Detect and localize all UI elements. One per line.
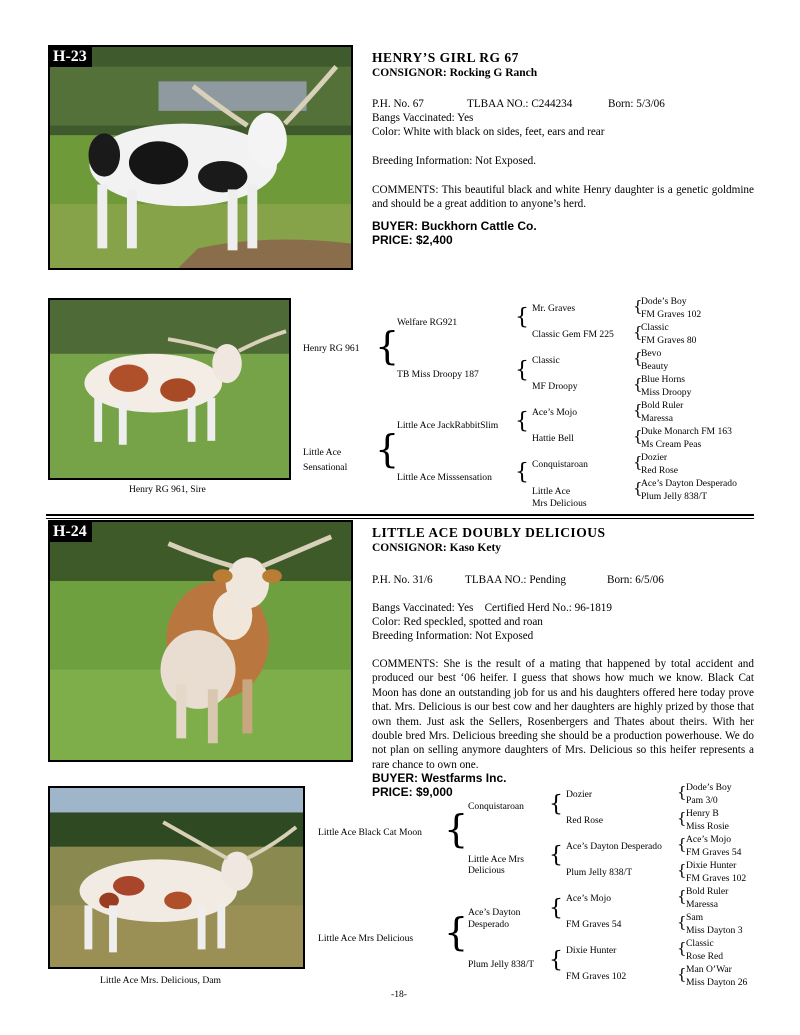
- pedigree-dam: Little Ace Mrs Delicious: [318, 933, 414, 944]
- pedigree-g4: FM Graves 102: [686, 873, 747, 884]
- brace: {: [633, 401, 643, 419]
- pedigree-g4: Ms Cream Peas: [641, 439, 702, 450]
- breeding-info: Breeding Information: Not Exposed: [372, 630, 534, 642]
- pedigree-g4: Maressa: [641, 413, 673, 424]
- brace: {: [677, 965, 687, 983]
- pedigree-g4: Miss Rosie: [686, 821, 729, 832]
- pedigree-g4: Sam: [686, 912, 704, 923]
- brace: {: [677, 887, 687, 905]
- sire-caption: Henry RG 961, Sire: [129, 484, 206, 495]
- pedigree-g3: Mrs Delicious: [532, 498, 587, 509]
- brace: {: [677, 835, 687, 853]
- pedigree-g2: Little Ace JackRabbitSlim: [397, 420, 499, 431]
- section-divider: [46, 518, 754, 519]
- lot-h23-photo: [48, 45, 353, 270]
- brace: {: [633, 479, 643, 497]
- pedigree-g3: Red Rose: [566, 815, 604, 826]
- brace: {: [515, 409, 529, 434]
- brace: {: [549, 948, 563, 973]
- consignor: CONSIGNOR: Rocking G Ranch: [372, 67, 538, 79]
- pedigree-g3: Ace’s Mojo: [532, 407, 578, 418]
- pedigree-g4: Ace’s Dayton Desperado: [641, 478, 737, 489]
- dam-photo: [48, 786, 305, 969]
- brace: {: [677, 809, 687, 827]
- brace: {: [549, 792, 563, 817]
- brace: {: [677, 913, 687, 931]
- pedigree-g2: Conquistaroan: [468, 801, 524, 812]
- lot-number-badge: H-24: [48, 522, 92, 542]
- color-description: Color: Red speckled, spotted and roan: [372, 616, 543, 628]
- page-number: -18-: [391, 989, 407, 1000]
- pedigree-g2: Welfare RG921: [397, 317, 458, 328]
- lot-title: LITTLE ACE DOUBLY DELICIOUS: [372, 525, 606, 540]
- bangs-vaccinated: Bangs Vaccinated: Yes Certified Herd No.: 96-1819: [372, 602, 612, 614]
- pedigree-g4: FM Graves 80: [641, 335, 697, 346]
- pedigree-g3: Conquistaroan: [532, 459, 588, 470]
- pedigree-g3: FM Graves 102: [566, 971, 627, 982]
- pedigree-g4: Dode’s Boy: [641, 296, 687, 307]
- born-date: Born: 6/5/06: [607, 574, 664, 586]
- pedigree-g3: Ace’s Mojo: [566, 893, 612, 904]
- pedigree-g3: Ace’s Dayton Desperado: [566, 841, 662, 852]
- pedigree-dam: Little Ace: [303, 447, 342, 458]
- tlbaa-number: TLBAA NO.: C244234: [467, 98, 573, 110]
- breeding-info: Breeding Information: Not Exposed.: [372, 155, 537, 167]
- bangs-vaccinated: Bangs Vaccinated: Yes: [372, 112, 474, 124]
- pedigree-g4: Dode’s Boy: [686, 782, 732, 793]
- comments: COMMENTS: This beautiful black and white Henry daughter is a genetic goldmine and should be a great addition to anyone’s herd.: [372, 184, 754, 211]
- comments: COMMENTS: She is the result of a mating that happened by total accident and produced our best ‘06 heifer. I guess that shows how much we know. Black Cat Moon has done an outstanding job for us and his daughters offered here today prove that. Mrs. Delicious is our best cow and her daughters are highly prized by those that own them. Just ask the Sellers, Rosenbergers and Thates about theirs. With her double bred Mrs. Delicious breeding she should be a production powerhouse. We do not plan on selling anymore daughters of Mrs. Delicious so this heifer represents a rare chance to own one.: [372, 658, 754, 771]
- pedigree-g4: Maressa: [686, 899, 718, 910]
- pedigree-g3: MF Droopy: [532, 381, 578, 392]
- pedigree-g3: Plum Jelly 838/T: [566, 867, 633, 878]
- pedigree-g4: FM Graves 54: [686, 847, 742, 858]
- pedigree-g3: Little Ace: [532, 486, 571, 497]
- pedigree-g4: Rose Red: [686, 951, 724, 962]
- pedigree-g2: Desperado: [468, 919, 510, 930]
- ph-number: P.H. No. 67: [372, 98, 424, 110]
- pedigree-g3: FM Graves 54: [566, 919, 622, 930]
- sire-photo: [48, 298, 291, 480]
- born-date: Born: 5/3/06: [608, 98, 665, 110]
- brace: {: [375, 427, 400, 471]
- pedigree-g2: Ace’s Dayton: [468, 907, 521, 918]
- pedigree-g4: Bevo: [641, 348, 662, 359]
- pedigree-g4: Plum Jelly 838/T: [641, 491, 708, 502]
- brace: {: [444, 910, 469, 954]
- pedigree-g4: Miss Droopy: [641, 387, 692, 398]
- brace: {: [515, 460, 529, 485]
- color-description: Color: White with black on sides, feet, ears and rear: [372, 126, 605, 138]
- pedigree-g4: Ace’s Mojo: [686, 834, 732, 845]
- pedigree-g4: Miss Dayton 3: [686, 925, 743, 936]
- pedigree-g4: Beauty: [641, 361, 669, 372]
- pedigree-g4: Blue Horns: [641, 374, 685, 385]
- pedigree-g4: Classic: [686, 938, 714, 949]
- lot-h24-photo: [48, 520, 353, 762]
- brace: {: [677, 939, 687, 957]
- pedigree-g4: Duke Monarch FM 163: [641, 426, 732, 437]
- pedigree-g4: Bold Ruler: [641, 400, 684, 411]
- buyer: BUYER: Westfarms Inc.: [372, 771, 507, 785]
- pedigree-g2: Little Ace Mrs: [468, 854, 524, 865]
- consignor: CONSIGNOR: Kaso Kety: [372, 542, 502, 554]
- pedigree-g3: Dozier: [566, 789, 593, 800]
- pedigree-g3: Mr. Graves: [532, 303, 576, 314]
- pedigree-g2: Delicious: [468, 865, 505, 876]
- pedigree-g3: Classic Gem FM 225: [532, 329, 614, 340]
- brace: {: [633, 375, 643, 393]
- dam-caption: Little Ace Mrs. Delicious, Dam: [100, 975, 221, 986]
- brace: {: [633, 453, 643, 471]
- brace: {: [375, 324, 400, 368]
- brace: {: [444, 807, 469, 851]
- pedigree-g4: Man O’War: [686, 964, 732, 975]
- buyer: BUYER: Buckhorn Cattle Co.: [372, 219, 537, 233]
- price: PRICE: $2,400: [372, 233, 453, 247]
- pedigree-g4: FM Graves 102: [641, 309, 702, 320]
- pedigree-g2: Little Ace Misssensation: [397, 472, 492, 483]
- tlbaa-number: TLBAA NO.: Pending: [465, 574, 566, 586]
- brace: {: [633, 297, 643, 315]
- brace: {: [633, 427, 643, 445]
- brace: {: [633, 323, 643, 341]
- pedigree-g4: Pam 3/0: [686, 795, 718, 806]
- brace: {: [677, 861, 687, 879]
- lot-number-badge: H-23: [48, 47, 92, 67]
- brace: {: [549, 896, 563, 921]
- section-divider: [46, 514, 754, 516]
- price: PRICE: $9,000: [372, 785, 453, 799]
- pedigree-g4: Classic: [641, 322, 669, 333]
- pedigree-g2: Plum Jelly 838/T: [468, 959, 535, 970]
- brace: {: [549, 843, 563, 868]
- lot-title: HENRY’S GIRL RG 67: [372, 50, 519, 65]
- pedigree-g2: TB Miss Droopy 187: [397, 369, 479, 380]
- pedigree-sire: Little Ace Black Cat Moon: [318, 827, 422, 838]
- brace: {: [633, 349, 643, 367]
- pedigree-g3: Dixie Hunter: [566, 945, 617, 956]
- pedigree-dam: Sensational: [303, 462, 348, 473]
- brace: {: [515, 305, 529, 330]
- pedigree-g4: Red Rose: [641, 465, 679, 476]
- ph-number: P.H. No. 31/6: [372, 574, 433, 586]
- pedigree-g4: Miss Dayton 26: [686, 977, 748, 988]
- pedigree-g4: Dozier: [641, 452, 668, 463]
- pedigree-g4: Henry B: [686, 808, 719, 819]
- pedigree-g3: Hattie Bell: [532, 433, 574, 444]
- brace: {: [677, 783, 687, 801]
- pedigree-g4: Bold Ruler: [686, 886, 729, 897]
- brace: {: [515, 358, 529, 383]
- pedigree-sire: Henry RG 961: [303, 343, 360, 354]
- pedigree-g3: Classic: [532, 355, 560, 366]
- pedigree-g4: Dixie Hunter: [686, 860, 737, 871]
